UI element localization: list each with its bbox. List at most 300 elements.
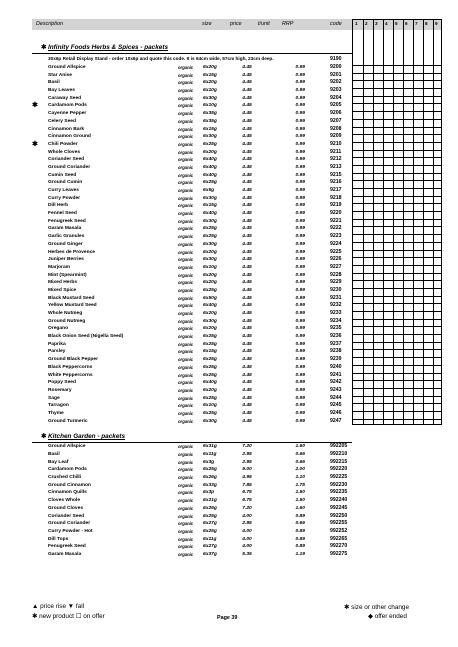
product-row (0, 141, 458, 149)
product-row (0, 325, 458, 333)
product-size: 6x25g (203, 410, 217, 416)
product-price: 4.45 (242, 88, 252, 94)
product-code: 992230 (330, 481, 348, 488)
product-size: 6x30g (203, 318, 217, 324)
product-row (0, 310, 458, 318)
product-description: Fennel Seed (48, 211, 77, 217)
product-row (0, 118, 458, 126)
product-description: Herbes de Provence (48, 249, 96, 255)
organic-label: organic (178, 180, 194, 186)
product-row (0, 164, 458, 172)
organic-label: organic (178, 264, 194, 270)
product-size: 6x10g (203, 403, 217, 409)
header-code: code (330, 21, 342, 27)
product-size: 6x20g (203, 326, 217, 332)
product-description: Paprika (48, 341, 66, 347)
new-product-icon: ✱ (32, 140, 38, 148)
new-product-icon: ✱ (32, 102, 38, 110)
legend-price-change: ▲ price rise ▼ fall (32, 603, 85, 610)
product-price: 4.45 (242, 349, 252, 355)
product-size: 6x25g (203, 334, 217, 340)
organic-label: organic (178, 172, 194, 178)
grid-column-number: 8 (425, 21, 428, 26)
product-price: 4.45 (242, 203, 252, 209)
product-description: Ground Coriander (48, 164, 91, 170)
organic-label: organic (178, 418, 194, 424)
product-price: 4.45 (242, 157, 252, 163)
product-price: 4.45 (242, 334, 252, 340)
product-size: 6x20g (203, 249, 217, 255)
product-row (0, 318, 458, 326)
product-size: 6x25g (203, 234, 217, 240)
product-description: Curry Powder (48, 195, 81, 201)
product-rrp: 1.60 (295, 505, 305, 511)
legend-new-product: ✱ new product ☐ on offer (32, 613, 105, 620)
organic-label: organic (178, 364, 194, 370)
product-row (0, 279, 458, 287)
product-size: 6x26g (203, 475, 217, 481)
product-code: 9219 (330, 202, 342, 209)
grid-column-number: 2 (365, 21, 368, 26)
product-rrp: 0.99 (295, 318, 305, 324)
product-code: 992235 (330, 489, 348, 496)
product-rrp: 0.99 (295, 134, 305, 140)
product-code: 9220 (330, 210, 342, 217)
product-rrp: 0.99 (295, 272, 305, 278)
product-size: 6x25g (203, 467, 217, 473)
organic-label: organic (178, 272, 194, 278)
product-size: 6x25g (203, 287, 217, 293)
product-code: 9213 (330, 163, 342, 170)
product-price: 4.45 (242, 95, 252, 101)
organic-label: organic (178, 467, 194, 473)
product-size: 6x33g (203, 482, 217, 488)
organic-label: organic (178, 218, 194, 224)
product-rrp: 1.75 (295, 482, 305, 488)
product-code: 9218 (330, 194, 342, 201)
product-size: 6x30g (203, 218, 217, 224)
product-price: 4.45 (242, 195, 252, 201)
product-row (0, 218, 458, 226)
product-row (0, 410, 458, 418)
product-row (0, 272, 458, 280)
product-rrp: 0.99 (295, 164, 305, 170)
product-size: 6x20g (203, 311, 217, 316)
product-size: 6x35g (203, 118, 217, 124)
product-description: Poppy Seed (48, 380, 76, 386)
product-rrp: 0.99 (295, 103, 305, 109)
product-price: 4.45 (242, 364, 252, 370)
product-code: 9235 (330, 325, 342, 332)
grid-column-number: 1 (355, 21, 358, 26)
product-size: 6x40g (203, 380, 217, 386)
organic-label: organic (178, 482, 194, 488)
product-description: Ground Cumin (48, 180, 83, 186)
organic-label: organic (178, 280, 194, 286)
product-price: 4.45 (242, 257, 252, 263)
product-description: Sage (48, 395, 60, 401)
product-description: Garam Masala (48, 551, 82, 557)
organic-label: organic (178, 498, 194, 504)
organic-label: organic (178, 380, 194, 386)
product-rrp: 2.00 (295, 467, 305, 473)
product-row (0, 513, 458, 521)
product-rrp: 0.99 (295, 357, 305, 363)
product-row (0, 72, 458, 80)
product-row (0, 543, 458, 551)
product-description: Ground Ginger (48, 241, 83, 247)
header-size: size (202, 21, 212, 27)
product-price: 4.45 (242, 295, 252, 301)
product-rrp: 0.99 (295, 311, 305, 316)
organic-label: organic (178, 211, 194, 217)
product-price: 4.45 (242, 387, 252, 393)
product-price: 4.45 (242, 65, 252, 70)
section-title: Infinity Foods Herbs & Spices - packets (48, 44, 169, 51)
product-row (0, 241, 458, 249)
organic-label: organic (178, 257, 194, 263)
product-rrp: 0.66 (295, 452, 305, 457)
organic-label: organic (178, 490, 194, 496)
product-description: Fenugreek Seed (48, 218, 86, 224)
header-price: price (230, 21, 242, 27)
organic-label: organic (178, 80, 194, 86)
product-rrp: 1.50 (295, 498, 305, 504)
product-code: 9229 (330, 279, 342, 286)
product-row (0, 64, 458, 72)
product-rrp: 1.60 (295, 444, 305, 450)
product-rrp: 0.99 (295, 88, 305, 94)
note-text: 30x6p Retail Display Stand - order 10x6p and quote this code. It is 64cm wide, 57cm high, 23cm deep. (48, 56, 274, 61)
product-rrp: 0.99 (295, 234, 305, 240)
product-description: Black Onion Seed (Nigella Seed) (48, 334, 124, 340)
grid-column-number: 5 (395, 21, 398, 26)
product-price: 4.45 (242, 234, 252, 240)
organic-label: organic (178, 528, 194, 534)
organic-label: organic (178, 103, 194, 109)
product-code: 9200 (330, 64, 342, 70)
product-code: 9227 (330, 263, 342, 270)
product-row (0, 102, 458, 110)
product-size: 6x20g (203, 280, 217, 286)
section-header (0, 41, 458, 54)
organic-label: organic (178, 521, 194, 527)
organic-label: organic (178, 134, 194, 140)
product-code: 992245 (330, 504, 348, 511)
product-size: 6x27g (203, 521, 217, 527)
product-price: 4.45 (242, 395, 252, 401)
product-size: 6x3g (203, 459, 215, 465)
product-size: 6x30g (203, 418, 217, 424)
product-price: 6.75 (242, 490, 252, 496)
product-price: 4.45 (242, 211, 252, 217)
organic-label: organic (178, 544, 194, 550)
product-size: 6x10g (203, 88, 217, 94)
product-row (0, 126, 458, 134)
product-description: Ground Allspice (48, 65, 86, 70)
product-size: 6x40g (203, 157, 217, 163)
product-code: 9239 (330, 356, 342, 363)
product-description: Cinnamon Bark (48, 126, 85, 132)
product-description: Celery Seed (48, 118, 77, 124)
product-size: 6x35g (203, 111, 217, 117)
product-code: 9246 (330, 409, 342, 416)
product-rrp: 0.89 (295, 544, 305, 550)
product-rrp: 0.99 (295, 280, 305, 286)
product-row (0, 195, 458, 203)
product-row (0, 333, 458, 341)
organic-label: organic (178, 157, 194, 163)
product-rrp: 0.99 (295, 326, 305, 332)
product-price: 4.00 (242, 544, 252, 550)
product-row (0, 459, 458, 467)
product-code: 992275 (330, 550, 348, 557)
product-description: Crushed Chilli (48, 475, 82, 481)
product-size: 6x30g (203, 241, 217, 247)
product-price: 7.20 (242, 505, 252, 511)
product-rrp: 0.99 (295, 195, 305, 201)
product-code: 9242 (330, 379, 342, 386)
product-price: 4.45 (242, 172, 252, 178)
organic-label: organic (178, 88, 194, 94)
product-description: Dill Herb (48, 203, 69, 209)
product-description: Bay Leaves (48, 88, 75, 94)
product-code: 9223 (330, 233, 342, 240)
product-rrp: 0.99 (295, 249, 305, 255)
product-description: Bay Leaf (48, 459, 69, 465)
product-code: 9212 (330, 156, 342, 163)
product-row (0, 402, 458, 410)
product-rrp: 0.99 (295, 349, 305, 355)
organic-label: organic (178, 234, 194, 240)
product-size: 6x25g (203, 357, 217, 363)
product-code: 992252 (330, 527, 348, 534)
product-row (0, 295, 458, 303)
product-price: 7.20 (242, 444, 252, 450)
product-rrp: 0.99 (295, 372, 305, 378)
product-code: 9202 (330, 79, 342, 86)
product-row (0, 179, 458, 187)
product-description: Oregano (48, 326, 69, 332)
product-row (0, 172, 458, 180)
product-description: Coriander Seed (48, 157, 85, 163)
product-size: 6x25g (203, 513, 217, 519)
product-price: 4.45 (242, 111, 252, 117)
product-description: Curry Leaves (48, 188, 79, 193)
product-row (0, 256, 458, 264)
product-size: 6x25g (203, 341, 217, 347)
product-rrp: 0.99 (295, 264, 305, 270)
product-price: 4.95 (242, 475, 252, 481)
product-rrp: 0.99 (295, 172, 305, 178)
organic-label: organic (178, 536, 194, 542)
product-code: 992220 (330, 466, 348, 473)
product-description: Cayenne Pepper (48, 111, 87, 117)
organic-label: organic (178, 126, 194, 132)
organic-label: organic (178, 141, 194, 147)
product-code: 9208 (330, 125, 342, 132)
product-row (0, 187, 458, 195)
product-row (0, 341, 458, 349)
product-price: 4.45 (242, 180, 252, 186)
product-rrp: 0.99 (295, 126, 305, 132)
product-description: Ground Coriander (48, 521, 91, 527)
product-size: 6x25g (203, 395, 217, 401)
product-price: 4.45 (242, 341, 252, 347)
product-size: 6x40g (203, 164, 217, 170)
section-marker-icon: ✱ (41, 44, 47, 51)
product-price: 4.00 (242, 528, 252, 534)
product-size: 6x15g (203, 349, 217, 355)
product-price: 4.45 (242, 72, 252, 78)
product-row (0, 264, 458, 272)
product-size: 6x15g (203, 72, 217, 78)
organic-label: organic (178, 287, 194, 293)
product-price: 4.45 (242, 241, 252, 247)
product-row (0, 387, 458, 395)
grid-column-number: 7 (415, 21, 418, 26)
product-price: 4.45 (242, 226, 252, 232)
product-code: 992240 (330, 497, 348, 504)
product-price: 4.45 (242, 372, 252, 378)
product-rrp: 0.99 (295, 257, 305, 263)
product-description: Fenugreek Seed (48, 544, 86, 550)
product-row (0, 520, 458, 528)
product-description: Dill Tops (48, 536, 69, 542)
product-price: 4.45 (242, 249, 252, 255)
product-price: 4.45 (242, 410, 252, 416)
product-code: 9234 (330, 317, 342, 324)
product-size: 6x31g (203, 444, 217, 450)
product-rrp: 1.10 (295, 475, 305, 481)
product-price: 4.45 (242, 141, 252, 147)
product-row (0, 156, 458, 164)
product-code: 9205 (330, 102, 342, 109)
note-code: 9190 (330, 56, 342, 62)
product-rrp: 0.99 (295, 418, 305, 424)
product-code: 9207 (330, 117, 342, 124)
product-code: 9226 (330, 256, 342, 263)
product-code: 9236 (330, 333, 342, 340)
product-description: Whole Nutmeg (48, 311, 83, 316)
product-size: 6x30g (203, 257, 217, 263)
product-description: Thyme (48, 410, 64, 416)
organic-label: organic (178, 444, 194, 450)
product-row (0, 379, 458, 387)
product-code: 992225 (330, 474, 348, 481)
product-description: Yellow Mustard Seed (48, 303, 97, 309)
product-rrp: 0.99 (295, 295, 305, 301)
organic-label: organic (178, 349, 194, 355)
product-rrp: 0.66 (295, 521, 305, 527)
product-code: 9233 (330, 310, 342, 316)
product-size: 6x20g (203, 80, 217, 86)
product-price: 5.35 (242, 551, 252, 557)
product-price: 2.95 (242, 521, 252, 527)
product-code: 9217 (330, 187, 342, 193)
product-code: 9225 (330, 248, 342, 255)
product-description: Ground Black Pepper (48, 357, 99, 363)
product-rrp: 0.99 (295, 72, 305, 78)
organic-label: organic (178, 164, 194, 170)
product-price: 4.45 (242, 188, 252, 193)
organic-label: organic (178, 95, 194, 101)
product-size: 6x40g (203, 172, 217, 178)
product-price: 4.45 (242, 80, 252, 86)
organic-label: organic (178, 149, 194, 155)
product-row (0, 133, 458, 141)
product-rrp: 0.99 (295, 203, 305, 209)
product-rrp: 0.99 (295, 95, 305, 101)
product-code: 9245 (330, 402, 342, 409)
grid-column-number: 9 (435, 21, 438, 26)
product-price: 2.95 (242, 459, 252, 465)
product-description: Cardamom Pods (48, 467, 87, 473)
product-rrp: 0.99 (295, 211, 305, 217)
section-marker-icon: ✱ (41, 433, 47, 441)
organic-label: organic (178, 195, 194, 201)
product-size: 6x10g (203, 103, 217, 109)
product-size: 6x37g (203, 551, 217, 557)
product-row (0, 149, 458, 157)
product-size: 6x20g (203, 387, 217, 393)
header-trunit: t/unit (258, 21, 270, 27)
product-size: 6x25g (203, 364, 217, 370)
product-description: Basil (48, 452, 60, 457)
product-price: 4.45 (242, 318, 252, 324)
product-price: 6.75 (242, 498, 252, 504)
product-rrp: 0.99 (295, 118, 305, 124)
product-code: 9247 (330, 417, 342, 424)
product-row (0, 249, 458, 257)
product-description: Mixed Herbs (48, 280, 78, 286)
product-price: 4.45 (242, 149, 252, 155)
product-description: Coriander Seed (48, 513, 85, 519)
product-rrp: 0.66 (295, 459, 305, 465)
product-price: 4.45 (242, 134, 252, 140)
product-price: 4.45 (242, 164, 252, 170)
product-description: Tarragon (48, 403, 69, 409)
product-code: 992250 (330, 512, 348, 519)
product-description: Cardamom Pods (48, 103, 87, 109)
product-row (0, 466, 458, 474)
product-size: 6x3p (203, 490, 215, 496)
product-description: Mixed Spice (48, 287, 77, 293)
organic-label: organic (178, 303, 194, 309)
product-code: 9230 (330, 286, 342, 293)
header-description: Description (36, 21, 63, 27)
product-size: 6x11g (203, 536, 217, 542)
product-description: Ground Turmeric (48, 418, 88, 424)
product-price: 4.00 (242, 536, 252, 542)
product-price: 4.45 (242, 403, 252, 409)
product-row (0, 302, 458, 310)
product-rrp: 0.99 (295, 188, 305, 193)
product-row (0, 356, 458, 364)
product-row (0, 95, 458, 103)
product-code: 9224 (330, 240, 342, 247)
product-code: 9238 (330, 348, 342, 355)
product-rrp: 1.50 (295, 490, 305, 496)
product-rrp: 0.99 (295, 180, 305, 186)
product-row (0, 225, 458, 233)
product-description: Cinnamon Quills (48, 490, 87, 496)
product-rrp: 0.99 (295, 303, 305, 309)
product-description: Garlic Granules (48, 234, 85, 240)
product-rrp: 0.99 (295, 149, 305, 155)
product-code: 9215 (330, 171, 342, 178)
organic-label: organic (178, 387, 194, 393)
